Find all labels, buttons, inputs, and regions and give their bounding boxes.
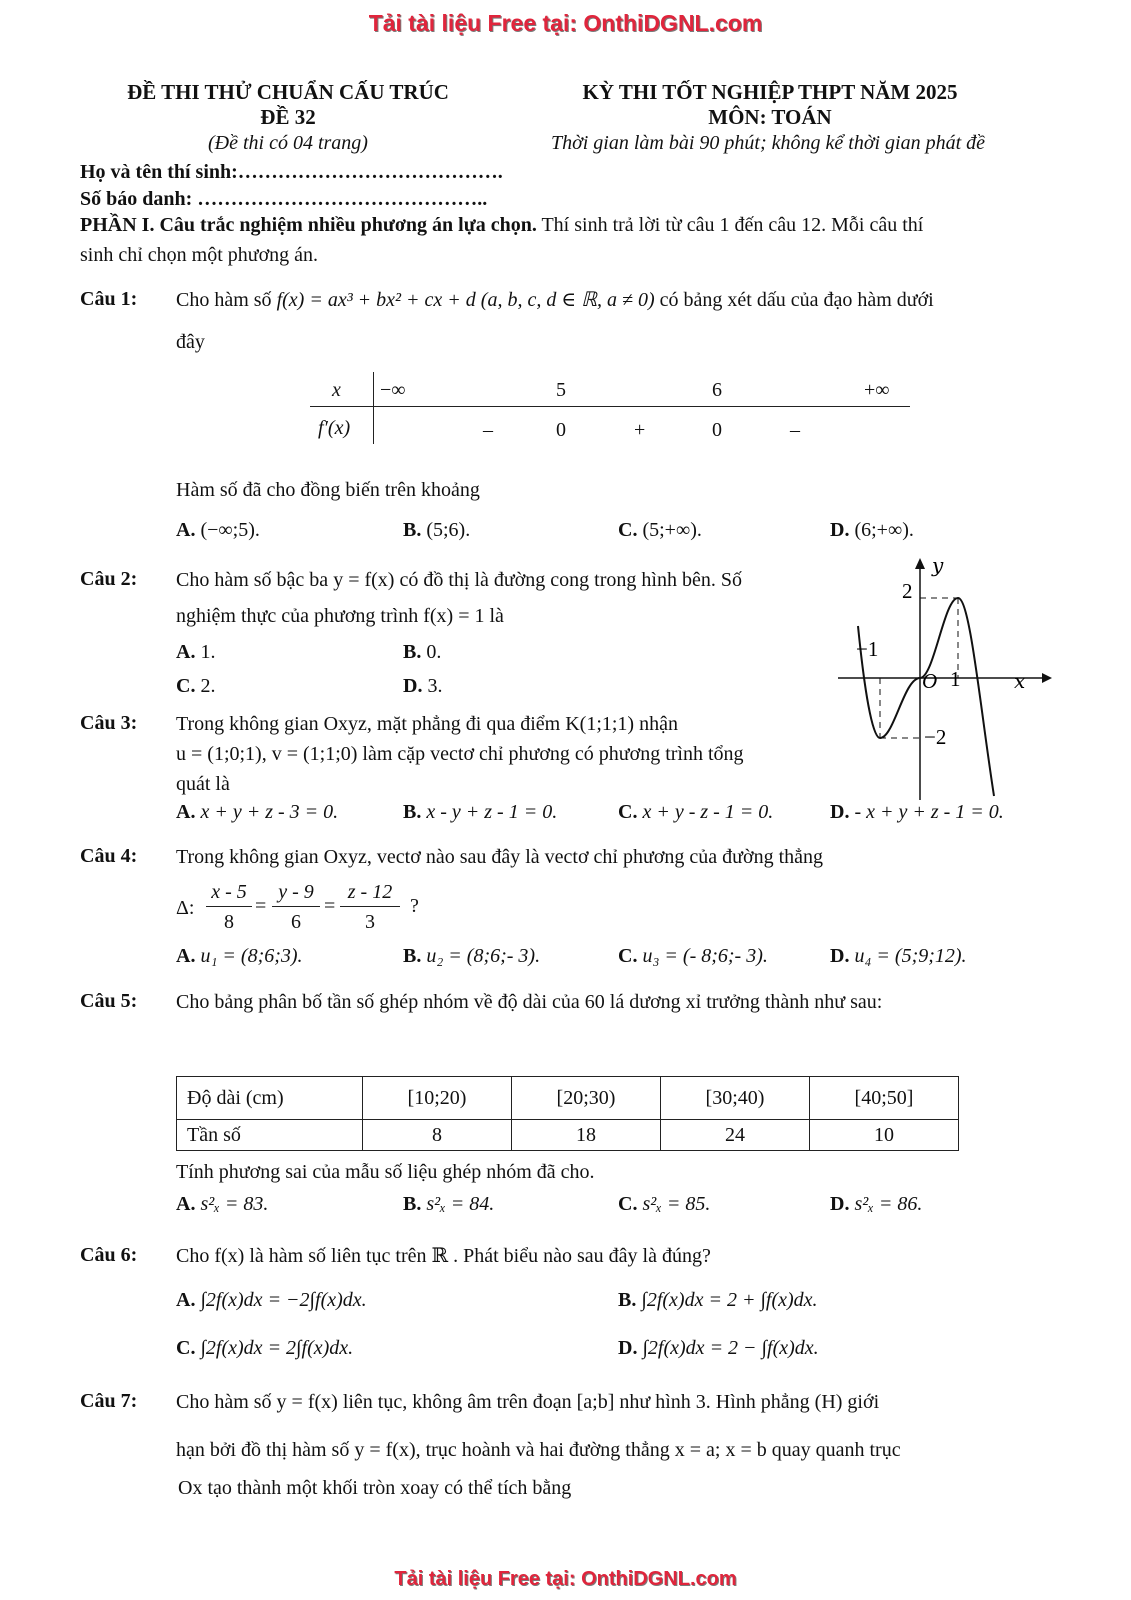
q1-option-b[interactable]: B. (5;6). [403, 519, 471, 541]
q5-label: Câu 5: [80, 990, 138, 1012]
y-axis-arrow [915, 558, 925, 569]
sign-table-hline [310, 406, 910, 407]
table-row [177, 1120, 959, 1151]
q3-stem-cont: u = (1;0;1), v = (1;1;0) làm cặp vectơ chỉ phương có phương trình tổng [176, 743, 744, 765]
frac-num: x - 5 [211, 881, 247, 903]
part1-desc-cont: sinh chỉ chọn một phương án. [80, 244, 319, 266]
q3-stem: Trong không gian Oxyz, mặt phẳng đi qua điểm K(1;1;1) nhận [176, 713, 678, 735]
student-name-line: Họ và tên thí sinh:…………………………………. [80, 161, 503, 183]
q7-stem-cont-2: Ox tạo thành một khối tròn xoay có thể tích bằng [178, 1477, 572, 1499]
origin-label: O [922, 669, 938, 693]
cubic-curve [858, 598, 994, 796]
sign-table-x-head: x [332, 379, 341, 401]
sign-value: + [634, 419, 646, 441]
frac-den: 3 [365, 911, 375, 933]
q1-text-2: có bảng xét dấu của đạo hàm dưới [659, 289, 934, 311]
q3-option-a[interactable]: A. x + y + z - 3 = 0. [176, 801, 339, 823]
q4-delta: Δ: [176, 897, 195, 919]
x-value: 6 [712, 379, 722, 401]
table-freq-cell: 24 [661, 1120, 810, 1151]
table-freq-cell: 18 [512, 1120, 661, 1151]
q1-option-c[interactable]: C. (5;+∞). [618, 519, 702, 541]
tick-y2: 2 [902, 579, 913, 603]
equals: = [324, 895, 336, 917]
part1-desc: Thí sinh trả lời từ câu 1 đến câu 12. Mỗi câu thí [536, 214, 924, 236]
q5-prompt: Tính phương sai của mẫu số liệu ghép nhóm đã cho. [176, 1161, 595, 1183]
q3-label: Câu 3: [80, 712, 138, 734]
table-freq-cell: 10 [810, 1120, 959, 1151]
frac-num: y - 9 [278, 881, 314, 903]
time-note: Thời gian làm bài 90 phút; không kể thời gian phát đề [550, 132, 986, 154]
bottom-banner[interactable]: Tải tài liệu Free tại: OnthiDGNL.com [394, 1568, 737, 1590]
q7-stem: Cho hàm số y = f(x) liên tục, không âm trên đoạn [a;b] như hình 3. Hình phẳng (H) giới [176, 1391, 880, 1413]
tick-x1: 1 [950, 667, 961, 691]
table-group-cell: [30;40) [661, 1077, 810, 1120]
frac-bar [340, 906, 400, 907]
subject: MÔN: TOÁN [708, 105, 832, 129]
x-value: 5 [556, 379, 566, 401]
q5-stem: Cho bảng phân bố tần số ghép nhóm về độ dài của 60 lá dương xỉ trưởng thành như sau: [176, 991, 883, 1013]
q1-option-a[interactable]: A. (−∞;5). [176, 519, 260, 541]
q6-stem: Cho f(x) là hàm số liên tục trên ℝ . Phát biểu nào sau đây là đúng? [176, 1245, 711, 1267]
sign-table-vline [373, 372, 374, 444]
q4-label: Câu 4: [80, 845, 138, 867]
exam-code: ĐỀ 32 [260, 105, 316, 129]
table-row-head-cell: Tần số [177, 1120, 363, 1151]
q1-option-d[interactable]: D. (6;+∞). [830, 519, 914, 541]
q5-option-a[interactable]: A. s²ₓ = 83. [176, 1193, 269, 1215]
q6-option-c[interactable]: C. ∫2f(x)dx = 2∫f(x)dx. [176, 1337, 354, 1359]
x-axis-arrow [1042, 673, 1052, 683]
frac-den: 6 [291, 911, 301, 933]
frac-bar [272, 906, 320, 907]
q6-option-d[interactable]: D. ∫2f(x)dx = 2 − ∫f(x)dx. [618, 1337, 819, 1359]
q2-label: Câu 2: [80, 568, 138, 590]
q3-option-c[interactable]: C. x + y - z - 1 = 0. [618, 801, 774, 823]
frac-bar [206, 906, 252, 907]
tick-ym2: −2 [924, 725, 947, 749]
sign-value: 0 [556, 419, 566, 441]
q6-label: Câu 6: [80, 1244, 138, 1266]
q1-prompt: Hàm số đã cho đồng biến trên khoảng [176, 479, 480, 501]
frac-num: z - 12 [347, 881, 393, 903]
x-value: +∞ [864, 379, 890, 401]
table-freq-cell: 8 [363, 1120, 512, 1151]
frequency-table [176, 1076, 959, 1151]
table-row [177, 1077, 959, 1120]
table-head-cell: Độ dài (cm) [177, 1077, 363, 1120]
q1-label: Câu 1: [80, 288, 138, 310]
q5-option-d[interactable]: D. s²ₓ = 86. [830, 1193, 923, 1215]
exam-title: KỲ THI TỐT NGHIỆP THPT NĂM 2025 [582, 80, 958, 104]
table-group-cell: [40;50] [810, 1077, 959, 1120]
part1-title: PHẦN I. Câu trắc nghiệm nhiều phương án lựa chọn. [80, 214, 537, 236]
q3-stem-cont-2: quát là [176, 773, 230, 795]
table-group-cell: [10;20) [363, 1077, 512, 1120]
q4-option-d[interactable]: D. u₄ = (5;9;12). [830, 945, 967, 967]
q7-stem-cont: hạn bởi đồ thị hàm số y = f(x), trục hoành và hai đường thẳng x = a; x = b quay quanh trục [176, 1439, 901, 1461]
q5-option-b[interactable]: B. s²ₓ = 84. [403, 1193, 495, 1215]
page-count-note: (Đề thi có 04 trang) [208, 132, 368, 154]
sign-value: – [483, 419, 493, 441]
sign-table-fprime-head: f′(x) [318, 417, 351, 439]
cubic-graph [838, 556, 1060, 802]
student-id-line: Số báo danh: …………………………………….. [80, 188, 488, 210]
q2-option-b[interactable]: B. 0. [403, 641, 442, 663]
q5-option-c[interactable]: C. s²ₓ = 85. [618, 1193, 711, 1215]
q2-option-a[interactable]: A. 1. [176, 641, 216, 663]
y-axis-label: y [932, 556, 944, 577]
sign-value: – [790, 419, 800, 441]
q2-stem: Cho hàm số bậc ba y = f(x) có đồ thị là đường cong trong hình bên. Số [176, 569, 742, 591]
frac-den: 8 [224, 911, 234, 933]
q6-option-a[interactable]: A. ∫2f(x)dx = −2∫f(x)dx. [176, 1289, 367, 1311]
q6-option-b[interactable]: B. ∫2f(x)dx = 2 + ∫f(x)dx. [618, 1289, 818, 1311]
tick-xm1: −1 [856, 637, 879, 661]
table-group-cell: [20;30) [512, 1077, 661, 1120]
sign-value: 0 [712, 419, 722, 441]
q1-text: Cho hàm số [176, 289, 272, 311]
exam-type-title: ĐỀ THI THỬ CHUẨN CẤU TRÚC [127, 80, 449, 104]
q2-option-c[interactable]: C. 2. [176, 675, 216, 697]
q7-label: Câu 7: [80, 1390, 138, 1412]
q1-formula: f(x) = ax³ + bx² + cx + d (a, b, c, d ∈ ℝ, a ≠ 0) [276, 289, 655, 311]
q4-option-b[interactable]: B. u₂ = (8;6;- 3). [403, 945, 541, 967]
q4-option-a[interactable]: A. u₁ = (8;6;3). [176, 945, 303, 967]
q4-stem: Trong không gian Oxyz, vectơ nào sau đây là vectơ chỉ phương của đường thẳng [176, 846, 824, 868]
q4-question-mark: ? [410, 895, 419, 917]
q3-option-d[interactable]: D. - x + y + z - 1 = 0. [830, 801, 1004, 823]
equals: = [255, 895, 267, 917]
q1-stem [176, 288, 934, 312]
q4-option-c[interactable]: C. u₃ = (- 8;6;- 3). [618, 945, 768, 967]
q2-stem-cont: nghiệm thực của phương trình f(x) = 1 là [176, 605, 504, 627]
q2-option-d[interactable]: D. 3. [403, 675, 443, 697]
top-banner[interactable]: Tải tài liệu Free tại: OnthiDGNL.com [368, 10, 763, 36]
part1-heading [80, 213, 923, 237]
q1-stem-cont: đây [176, 331, 205, 353]
q3-option-b[interactable]: B. x - y + z - 1 = 0. [403, 801, 558, 823]
x-value: −∞ [380, 379, 406, 401]
x-axis-label: x [1014, 669, 1026, 693]
